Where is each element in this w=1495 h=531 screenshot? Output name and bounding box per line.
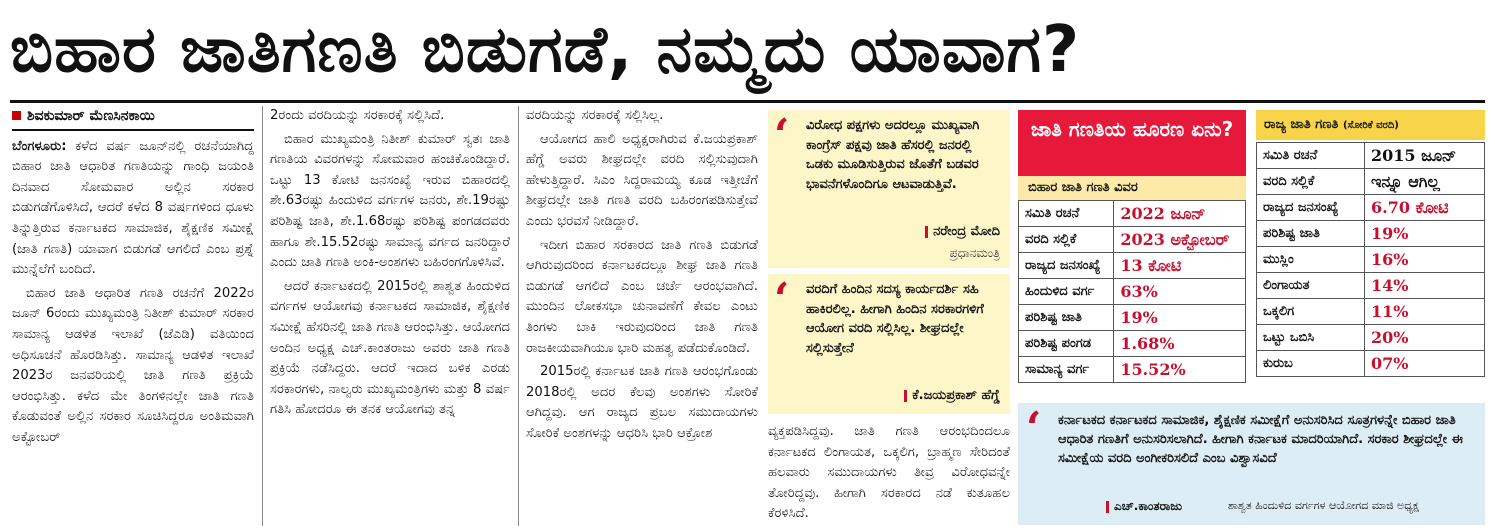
quote-author: ನರೇಂದ್ರ ಮೋದಿ bbox=[925, 222, 1000, 242]
table-label-cell: ರಾಜ್ಯದ ಜನಸಂಖ್ಯೆ bbox=[1019, 253, 1114, 279]
karnataka-caste-table bbox=[1256, 142, 1485, 377]
byline-marker bbox=[12, 111, 21, 120]
paragraph: ಆಯೋಗದ ಹಾಲಿ ಅಧ್ಯಕ್ಷರಾಗಿರುವ ಕೆ.ಜಯಪ್ರಕಾಶ್ ಹೆಗ್ಡೆ ಅವರು ಶೀಘ್ರದಲ್ಲೇ ವರದಿ ಸಲ್ಲಿಸುವುದಾಗಿ ಹೇಳುತ್ತಿದ್ದಾರೆ. ಸಿಎಂ ಸಿದ್ದರಾಮಯ್ಯ ಕೂಡ ಇತ್ತೀಚೆಗೆ ಶೀಘ್ರದಲ್ಲೇ ಜಾತಿ ಗಣತಿ ವರದಿ ಬಹಿರಂಗಪಡಿಸುತ್ತೇವೆ ಎಂದು ಭರವಸೆ ನೀಡಿದ್ದಾರೆ. bbox=[526, 131, 758, 229]
table-value-cell: 19% bbox=[1114, 305, 1246, 331]
headline-rule bbox=[10, 100, 1485, 103]
table2-title bbox=[1256, 110, 1485, 140]
article-column-1 bbox=[12, 106, 254, 526]
table2-title-text: ರಾಜ್ಯ ಜಾತಿ ಗಣತಿ bbox=[1264, 117, 1339, 132]
table-value-cell: 1.68% bbox=[1114, 331, 1246, 357]
paragraph: 2015ರಲ್ಲಿ ಕರ್ನಾಟಕ ಜಾತಿ ಗಣತಿ ಆರಂಭಗೊಂಡು 2018ರಲ್ಲಿ ಅದರ ಕೆಲವು ಅಂಶಗಳು ಸೋರಿಕೆ ಆಗಿದ್ದವು. ಆಗ ರಾಜ್ಯದ ಪ್ರಬಲ ಸಮುದಾಯಗಳು ಸೋರಿಕೆ ಅಂಶಗಳನ್ನು ಆಧರಿಸಿ ಭಾರಿ ಆಕ್ರೋಶ bbox=[526, 364, 758, 441]
table-row bbox=[1019, 331, 1246, 357]
table-label-cell: ಸಾಮಾನ್ಯ ವರ್ಗ bbox=[1019, 357, 1114, 383]
dateline: ಬೆಂಗಳೂರು: bbox=[12, 138, 67, 154]
table-row bbox=[1257, 195, 1485, 221]
table-value-cell: 13 ಕೋಟಿ bbox=[1114, 253, 1246, 279]
table-label-cell: ಕುರುಬ bbox=[1257, 351, 1365, 377]
column-divider bbox=[262, 106, 263, 526]
table-row bbox=[1257, 247, 1485, 273]
paragraph: ಇದೀಗ ಬಿಹಾರ ಸರಕಾರದ ಜಾತಿ ಗಣತಿ ಬಿಡುಗಡೆ ಆಗಿರುವುದರಿಂದ ಕರ್ನಾಟಕದಲ್ಲೂ ಶೀಘ್ರ ಜಾತಿ ಗಣತಿ ಬಿಡುಗಡೆ ಆಗಲಿದೆ ಎಂಬ ಚರ್ಚೆ ಆರಂಭವಾಗಿದೆ. ಮುಂದಿನ ಲೋಕಸಭಾ ಚುನಾವಣೆಗೆ ಕೇವಲ ಎಂಟು ತಿಂಗಳು ಬಾಕಿ ಇರುವುದರಿಂದ ಜಾತಿ ಗಣತಿ ರಾಜಕೀಯವಾಗಿಯೂ ಭಾರಿ ಮಹತ್ವ ಪಡೆದುಕೊಂಡಿದೆ. bbox=[526, 237, 758, 356]
table-row bbox=[1019, 253, 1246, 279]
table-value-cell: 63% bbox=[1114, 279, 1246, 305]
table-value-cell: ಇನ್ನೂ ಆಗಿಲ್ಲ bbox=[1364, 169, 1484, 195]
table-value-cell: 2015 ಜೂನ್ bbox=[1364, 143, 1484, 169]
table-value-cell: 2022 ಜೂನ್ bbox=[1114, 201, 1246, 227]
quote-author-role: ಶಾಶ್ವತ ಹಿಂದುಳಿದ ವರ್ಗಗಳ ಆಯೋಗದ ಮಾಜಿ ಅಧ್ಯಕ್ಷ bbox=[1228, 499, 1419, 512]
bihar-caste-table bbox=[1018, 200, 1246, 383]
table-row bbox=[1257, 221, 1485, 247]
table-value-cell: 2023 ಅಕ್ಟೋಬರ್ bbox=[1114, 227, 1246, 253]
quote-author-role: ಪ್ರಧಾನಮಂತ್ರಿ bbox=[949, 246, 1000, 260]
quote-author: ಎಚ್.ಕಾಂತರಾಜು bbox=[1106, 499, 1182, 514]
paragraph: ಬಿಹಾರ ಮುಖ್ಯಮಂತ್ರಿ ನಿತೀಶ್ ಕುಮಾರ್ ಸ್ವತಃ ಜಾತಿ ಗಣತಿಯ ವಿವರಗಳನ್ನು ಸೋಮವಾರ ಹಂಚಿಕೊಂಡಿದ್ದಾರೆ. ಒಟ್ಟು 13 ಕೋಟಿ ಜನಸಂಖ್ಯೆ ಇರುವ ಬಿಹಾರದಲ್ಲಿ ಶೇ.63ರಷ್ಟು ಹಿಂದುಳಿದ ವರ್ಗಗಳ ಜನರು, ಶೇ.19ರಷ್ಟು ಪರಿಶಿಷ್ಟ ಜಾತಿ, ಶೇ.1.68ರಷ್ಟು ಪರಿಶಿಷ್ಟ ಪಂಗಡದವರು ಹಾಗೂ ಶೇ.15.52ರಷ್ಟು ಸಾಮಾನ್ಯ ವರ್ಗದ ಜನರಿದ್ದಾರೆ ಎಂದು ಜಾತಿ ಗಣತಿ ಅಂಕಿ-ಅಂಶಗಳು ಬಹಿರಂಗಗೊಳಿಸಿವೆ. bbox=[270, 131, 510, 271]
quote-box-kantharaju bbox=[1018, 403, 1485, 525]
byline bbox=[12, 106, 254, 131]
table-label-cell: ಪರಿಶಿಷ್ಟ ಪಂಗಡ bbox=[1019, 331, 1114, 357]
paragraph: 2ರಂದು ವರದಿಯನ್ನು ಸರಕಾರಕ್ಕೆ ಸಲ್ಲಿಸಿದೆ. bbox=[270, 108, 445, 123]
table-label-cell: ಮುಸ್ಲಿಂ bbox=[1257, 247, 1365, 273]
table-row bbox=[1019, 201, 1246, 227]
table-label-cell: ಸಮಿತಿ ರಚನೆ bbox=[1257, 143, 1365, 169]
table-value-cell: 14% bbox=[1364, 273, 1484, 299]
table-value-cell: 15.52% bbox=[1114, 357, 1246, 383]
table-row bbox=[1019, 357, 1246, 383]
quote-author: ಕೆ.ಜಯಪ್ರಕಾಶ್ ಹೆಗ್ಡೆ bbox=[904, 386, 1000, 406]
table1-title: ಜಾತಿ ಗಣತಿಯ ಹೂರಣ ಏನು? bbox=[1018, 110, 1246, 180]
table-row bbox=[1257, 299, 1485, 325]
table-row bbox=[1019, 227, 1246, 253]
table-value-cell: 6.70 ಕೋಟಿ bbox=[1364, 195, 1484, 221]
paragraph: ಆದರೆ ಕರ್ನಾಟಕದಲ್ಲಿ 2015ರಲ್ಲಿ ಶಾಶ್ವತ ಹಿಂದುಳಿದ ವರ್ಗಗಳ ಆಯೋಗವು ಕರ್ನಾಟಕದ ಸಾಮಾಜಿಕ, ಶೈಕ್ಷಣಿಕ ಸಮೀಕ್ಷೆ ಹೆಸರಿನಲ್ಲಿ ಜಾತಿ ಗಣತಿ ಆರಂಭಿಸಿತ್ತು. ಆಯೋಗದ ಅಂದಿನ ಅಧ್ಯಕ್ಷ ಎಚ್.ಕಾಂತರಾಜು ಅವರು ಜಾತಿ ಗಣತಿ ಪ್ರಕ್ರಿಯೆ ನಡೆಸಿದ್ದರು. ಆದರೆ ಇದಾದ ಬಳಿಕ ಎರಡು ಸರಕಾರಗಳು, ನಾಲ್ವರು ಮುಖ್ಯಮಂತ್ರಿಗಳು ಮತ್ತು 8 ವರ್ಷ ಗತಿಸಿ ಹೋದರೂ ಈ ತನಕ ಆಯೋಗವು ತನ್ನ bbox=[270, 278, 510, 418]
article-column-3 bbox=[526, 106, 758, 526]
quote-text: ವರದಿಗೆ ಹಿಂದಿನ ಸದಸ್ಯ ಕಾರ್ಯದರ್ಶಿ ಸಹಿ ಹಾಕಿರಲಿಲ್ಲ. ಹೀಗಾಗಿ ಹಿಂದಿನ ಸರಕಾರಗಳಿಗೆ ಆಯೋಗ ವರದಿ ಸಲ್ಲಿಸಿಲ್ಲ. ಶೀಘ್ರದಲ್ಲೇ ಸಲ್ಲಿಸುತ್ತೇನೆ bbox=[806, 282, 984, 356]
table-row bbox=[1257, 273, 1485, 299]
table-label-cell: ಪರಿಶಿಷ್ಟ ಜಾತಿ bbox=[1019, 305, 1114, 331]
table-value-cell: 07% bbox=[1364, 351, 1484, 377]
quote-mark-icon: ‘ bbox=[774, 110, 790, 161]
table-label-cell: ರಾಜ್ಯದ ಜನಸಂಖ್ಯೆ bbox=[1257, 195, 1365, 221]
table-label-cell: ಪರಿಶಿಷ್ಟ ಜಾತಿ bbox=[1257, 221, 1365, 247]
quote-box-modi bbox=[768, 110, 1010, 268]
table-label-cell: ವರದಿ ಸಲ್ಲಿಕೆ bbox=[1019, 227, 1114, 253]
table-value-cell: 19% bbox=[1364, 221, 1484, 247]
table-label-cell: ಲಿಂಗಾಯತ bbox=[1257, 273, 1365, 299]
table-value-cell: 11% bbox=[1364, 299, 1484, 325]
table-value-cell: 20% bbox=[1364, 325, 1484, 351]
table-label-cell: ವರದಿ ಸಲ್ಲಿಕೆ bbox=[1257, 169, 1365, 195]
paragraph: ವ್ಯಕ್ತಪಡಿಸಿದ್ದವು. ಜಾತಿ ಗಣತಿ ಆರಂಭದಿಂದಲೂ ಕರ್ನಾಟಕದ ಲಿಂಗಾಯತ, ಒಕ್ಕಲಿಗ, ಬ್ರಾಹ್ಮಣ ಸೇರಿದಂತೆ ಹಲವಾರು ಸಮುದಾಯಗಳು ತೀವ್ರ ವಿರೋಧವನ್ನೇ ತೋರಿದ್ದವು. ಹೀಗಾಗಿ ಸರಕಾರದ ನಡೆ ಕುತೂಹಲ ಕೆರಳಿಸಿದೆ. bbox=[768, 424, 1010, 522]
byline-text: ಶಿವಕುಮಾರ್ ಮೆಣಸಿನಕಾಯಿ bbox=[27, 108, 155, 124]
table-row bbox=[1257, 143, 1485, 169]
quote-mark-icon: ‘ bbox=[774, 274, 790, 325]
quote-text: ವಿರೋಧ ಪಕ್ಷಗಳು ಅದರಲ್ಲೂ ಮುಖ್ಯವಾಗಿ ಕಾಂಗ್ರೆಸ್ ಪಕ್ಷವು ಜಾತಿ ಹೆಸರಲ್ಲಿ ಜನರಲ್ಲಿ ಒಡಕು ಮೂಡಿಸುತ್ತಿರುವ ಜೊತೆಗೆ ಬಡವರ ಭಾವನೆಗಳೊಂದಿಗೂ ಆಟವಾಡುತ್ತಿವೆ. bbox=[806, 118, 980, 192]
table1-subtitle: ಬಿಹಾರ ಜಾತಿ ಗಣತಿ ವಿವರ bbox=[1018, 176, 1246, 200]
table-row bbox=[1019, 305, 1246, 331]
table-label-cell: ಹಿಂದುಳಿದ ವರ್ಗ bbox=[1019, 279, 1114, 305]
quote-text: ಕರ್ನಾಟಕದ ಕರ್ನಾಟಕದ ಸಾಮಾಜಿಕ, ಶೈಕ್ಷಣಿಕ ಸಮೀಕ್ಷೆಗೆ ಅನುಸರಿಸಿದ ಸೂತ್ರಗಳನ್ನೇ ಬಿಹಾರ ಜಾತಿ ಆಧಾರಿತ ಗಣತಿಗೆ ಅನುಸರಿಸಲಾಗಿದೆ. ಹೀಗಾಗಿ ಕರ್ನಾಟಕ ಮಾದರಿಯಾಗಿದೆ. ಸರಕಾರ ಶೀಘ್ರದಲ್ಲೇ ಈ ಸಮೀಕ್ಷೆಯ ವರದಿ ಅಂಗೀಕರಿಸಲಿದೆ ಎಂಬ ವಿಶ್ವಾಸವಿದೆ bbox=[1058, 413, 1463, 466]
quote-box-hegde bbox=[768, 274, 1010, 414]
table-label-cell: ಒಕ್ಕಲಿಗ bbox=[1257, 299, 1365, 325]
table-row bbox=[1019, 279, 1246, 305]
headline: ಬಿಹಾರ ಜಾತಿಗಣತಿ ಬಿಡುಗಡೆ, ನಮ್ಮದು ಯಾವಾಗ? bbox=[10, 13, 1081, 87]
table2-title-note: (ಸೋರಿಕೆ ವರದಿ) bbox=[1342, 120, 1399, 131]
article-column-2 bbox=[270, 106, 510, 526]
table-row bbox=[1257, 351, 1485, 377]
paragraph: ಬಿಹಾರ ಜಾತಿ ಆಧಾರಿತ ಗಣತಿ ರಚನೆಗೆ 2022ರ ಜೂನ್ 6ರಂದು ಮುಖ್ಯಮಂತ್ರಿ ನಿತೀಶ್ ಕುಮಾರ್ ಸರಕಾರ ಸಾಮಾನ್ಯ ಆಡಳಿತ ಇಲಾಖೆ (ಜೆಎಡಿ) ವತಿಯಿಂದ ಅಧಿಸೂಚನೆ ಹೊರಡಿಸಿತ್ತು. ಸಾಮಾನ್ಯ ಆಡಳಿತ ಇಲಾಖೆ 2023ರ ಜನವರಿಯಲ್ಲಿ ಜಾತಿ ಗಣತಿ ಪ್ರಕ್ರಿಯೆ ಆರಂಭಿಸಿತ್ತು. ಕಳೆದ ಮೇ ತಿಂಗಳಿನಲ್ಲೇ ಜಾತಿ ಗಣತಿ ಕೊಡುವಂತೆ ಅಲ್ಲಿನ ಸರಕಾರ ಸೂಚಿಸಿದ್ದರೂ ಅಂತಿಮವಾಗಿ ಅಕ್ಟೋಬರ್ bbox=[12, 285, 254, 445]
table-row bbox=[1257, 325, 1485, 351]
column-divider bbox=[518, 106, 519, 526]
paragraph-text: ಕಳೆದ ವರ್ಷ ಜೂನ್‌ನಲ್ಲಿ ರಚನೆಯಾಗಿದ್ದ ಬಿಹಾರ ಜಾತಿ ಆಧಾರಿತ ಗಣತಿಯನ್ನು ಗಾಂಧಿ ಜಯಂತಿ ದಿನವಾದ ಸೋಮವಾರ ಅಲ್ಲಿನ ಸರಕಾರ ಬಿಡುಗಡೆಗೊಳಿಸಿದೆ, ಆದರೆ ಕಳೆದ 8 ವರ್ಷಗಳಿಂದ ಧೂಳು ತಿನ್ನುತ್ತಿರುವ ಕರ್ನಾಟಕದ ಸಾಮಾಜಿಕ, ಶೈಕ್ಷಣಿಕ ಸಮೀಕ್ಷೆ (ಜಾತಿ ಗಣತಿ) ಯಾವಾಗ ಬಿಡುಗಡೆ ಆಗಲಿದೆ ಎಂಬ ಪ್ರಶ್ನೆ ಮುನ್ನೆಲೆಗೆ ಬಂದಿದೆ. bbox=[12, 138, 254, 278]
table-label-cell: ಸಮಿತಿ ರಚನೆ bbox=[1019, 201, 1114, 227]
table-label-cell: ಒಟ್ಟು ಒಬಿಸಿ bbox=[1257, 325, 1365, 351]
table-row bbox=[1257, 169, 1485, 195]
article-column-4 bbox=[768, 422, 1010, 526]
table-value-cell: 16% bbox=[1364, 247, 1484, 273]
paragraph: ವರದಿಯನ್ನು ಸರಕಾರಕ್ಕೆ ಸಲ್ಲಿಸಿಲ್ಲ. bbox=[526, 108, 664, 123]
paragraph bbox=[12, 137, 254, 281]
quote-mark-icon: ‘ bbox=[1026, 403, 1042, 454]
